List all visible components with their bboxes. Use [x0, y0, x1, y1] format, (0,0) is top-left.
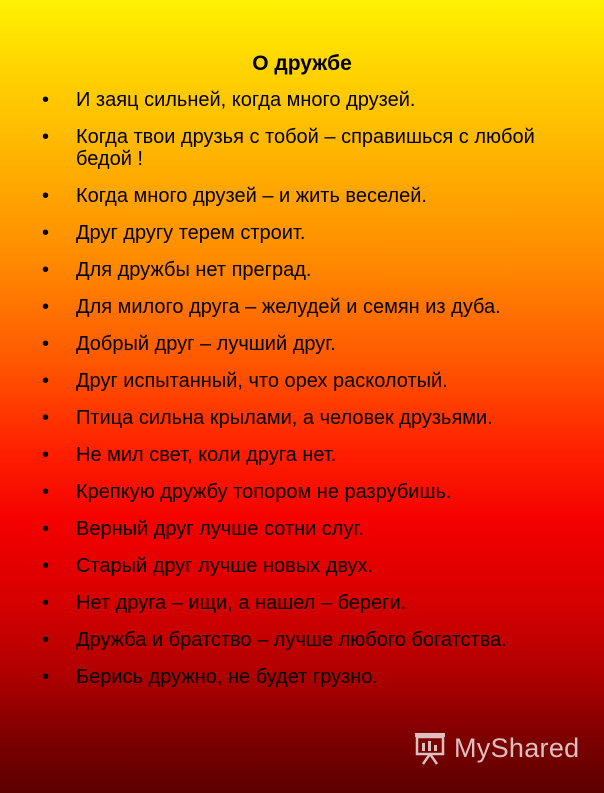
- list-item: [0, 444, 604, 466]
- list-item-text: Когда твои друзья с тобой – справишься с любой бедой !: [76, 126, 535, 170]
- list-item: [0, 185, 604, 207]
- list-item-text: Верный друг лучше сотни слуг.: [76, 518, 364, 540]
- list-item: [0, 555, 604, 577]
- list-item-text: Не мил свет, коли друга нет.: [76, 444, 337, 466]
- bullet-icon: •: [42, 370, 50, 392]
- slide-title: О дружбе: [252, 52, 352, 75]
- list-item-text: И заяц сильней, когда много друзей.: [76, 89, 416, 111]
- bullet-icon: •: [42, 555, 50, 577]
- watermark: [412, 728, 579, 768]
- list-item-text: Для дружбы нет преград.: [76, 259, 312, 281]
- bullet-icon: •: [42, 629, 50, 651]
- list-item-text: Старый друг лучше новых двух.: [76, 555, 374, 577]
- list-item: [0, 259, 604, 281]
- list-item: [0, 407, 604, 429]
- list-item-text: Добрый друг – лучший друг.: [76, 333, 336, 355]
- bullet-icon: •: [42, 407, 50, 429]
- bullet-icon: •: [42, 666, 50, 688]
- list-item: [0, 666, 604, 688]
- list-item-text: Птица сильна крылами, а человек друзьями.: [76, 407, 493, 429]
- list-item-text: Для милого друга – желудей и семян из дуба.: [76, 296, 501, 318]
- list-item-text: Когда много друзей – и жить веселей.: [76, 185, 427, 207]
- list-item: [0, 126, 604, 170]
- list-item-text: Нет друга – ищи, а нашел – береги.: [76, 592, 407, 614]
- bullet-icon: •: [42, 126, 50, 148]
- list-item: [0, 222, 604, 244]
- bullet-icon: •: [42, 296, 50, 318]
- list-item: [0, 629, 604, 651]
- list-item: [0, 518, 604, 540]
- bullet-icon: •: [42, 185, 50, 207]
- bullet-icon: •: [42, 444, 50, 466]
- list-item-text: Крепкую дружбу топором не разрубишь.: [76, 481, 452, 503]
- bullet-icon: •: [42, 222, 50, 244]
- list-item-text: Дружба и братство – лучше любого богатства.: [76, 629, 507, 651]
- list-item: [0, 333, 604, 355]
- bullet-icon: •: [42, 481, 50, 503]
- bullet-icon: •: [42, 592, 50, 614]
- list-item: [0, 296, 604, 318]
- bullet-icon: •: [42, 333, 50, 355]
- list-item-text: Друг другу терем строит.: [76, 222, 306, 244]
- list-item-text: Друг испытанный, что орех расколотый.: [76, 370, 448, 392]
- bullet-icon: •: [42, 259, 50, 281]
- list-item-text: Берись дружно, не будет грузно.: [76, 666, 378, 688]
- list-item: [0, 481, 604, 503]
- watermark-text: MyShared: [454, 732, 580, 763]
- list-item: [0, 370, 604, 392]
- list-item: [0, 89, 604, 111]
- list-item: [0, 592, 604, 614]
- presentation-board-icon: [412, 730, 448, 766]
- proverb-list: [0, 89, 604, 703]
- bullet-icon: •: [42, 518, 50, 540]
- bullet-icon: •: [42, 89, 50, 111]
